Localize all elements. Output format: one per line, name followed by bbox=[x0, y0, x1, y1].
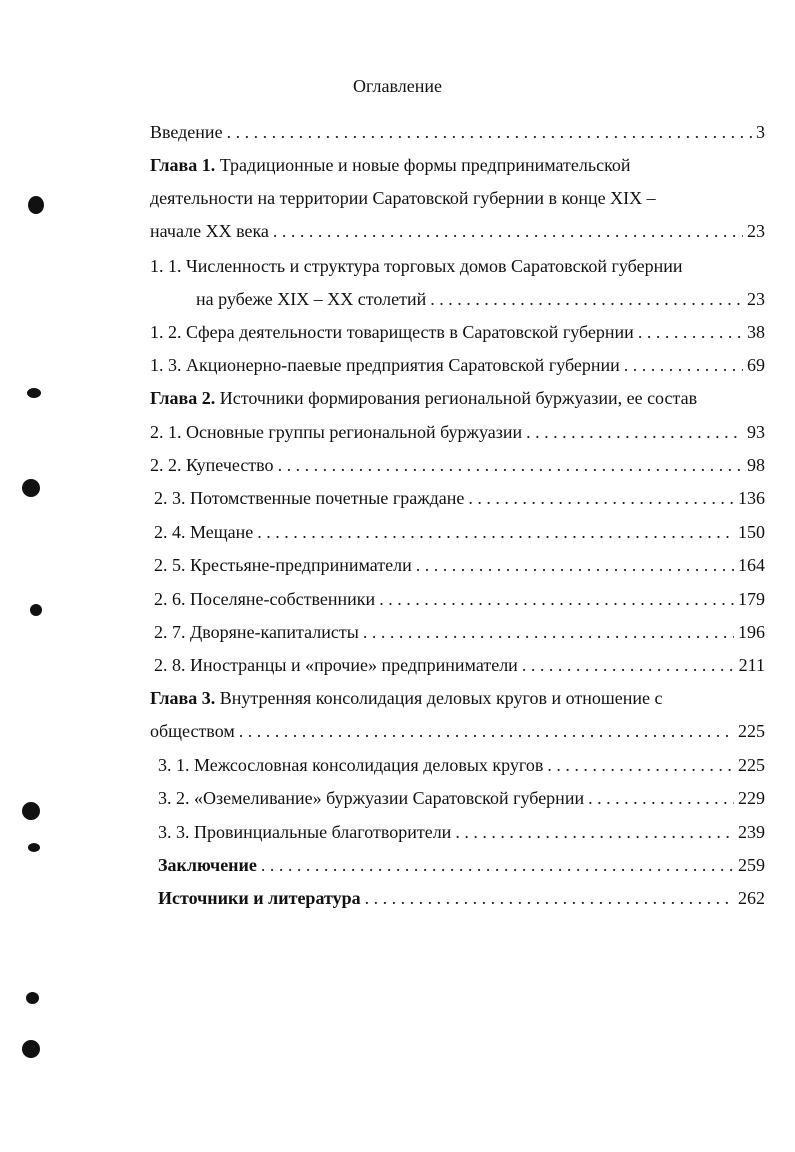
toc-leader-dots bbox=[526, 420, 743, 444]
toc-entry-title: 2. 3. Потомственные почетные граждане bbox=[154, 488, 465, 508]
toc-entry-text bbox=[150, 120, 223, 144]
toc-leader-dots bbox=[257, 520, 734, 544]
toc-leader-dots bbox=[522, 653, 735, 677]
toc-entry bbox=[150, 386, 765, 410]
page-title: Оглавление bbox=[353, 76, 442, 96]
toc-page-number: 69 bbox=[747, 355, 765, 375]
toc-page-number: 262 bbox=[738, 888, 765, 908]
toc-entry-title: 2. 6. Поселяне-собственники bbox=[154, 589, 376, 609]
toc-entry-title: 3. 1. Межсословная консолидация деловых кругов bbox=[158, 755, 544, 775]
toc-entry-text bbox=[150, 420, 522, 444]
toc-entry-text bbox=[154, 653, 518, 677]
toc-leader-dots bbox=[624, 353, 743, 377]
toc-entry-bold-label: Источники и литература bbox=[158, 888, 361, 908]
toc-entry-bold-label: Глава 3. bbox=[150, 688, 216, 708]
toc-entry-text bbox=[150, 153, 631, 177]
toc-entry bbox=[150, 719, 765, 743]
toc-entry-title: Введение bbox=[150, 122, 223, 142]
toc-entry bbox=[158, 853, 765, 877]
toc-entry bbox=[154, 520, 765, 544]
toc-page-number: 225 bbox=[738, 755, 765, 775]
punch-hole-mark bbox=[27, 388, 41, 398]
toc-page-number: 150 bbox=[738, 522, 765, 542]
toc-entry-title: 3. 2. «Оземеливание» буржуазии Саратовской губернии bbox=[158, 788, 585, 808]
toc-entry-text bbox=[150, 453, 274, 477]
toc-page-number: 164 bbox=[738, 555, 765, 575]
toc-entry bbox=[154, 486, 765, 510]
punch-hole-mark bbox=[30, 604, 42, 616]
toc-entry-bold-label: Глава 1. bbox=[150, 155, 216, 175]
toc-entry bbox=[150, 219, 765, 243]
toc-leader-dots bbox=[379, 587, 734, 611]
toc-entry bbox=[150, 686, 765, 710]
toc-entry bbox=[150, 186, 765, 210]
toc-entry bbox=[150, 453, 765, 477]
toc-entry-title: 2. 4. Мещане bbox=[154, 522, 254, 542]
toc-entry-title: Традиционные и новые формы предпринимательской bbox=[215, 155, 631, 175]
toc-leader-dots bbox=[588, 786, 734, 810]
toc-leader-dots bbox=[430, 287, 743, 311]
toc-entry-text bbox=[158, 786, 584, 810]
toc-leader-dots bbox=[278, 453, 743, 477]
toc-leader-dots bbox=[455, 820, 734, 844]
toc-entry-title: 1. 1. Численность и структура торговых домов Саратовской губернии bbox=[150, 256, 683, 276]
toc-entry-text bbox=[154, 486, 464, 510]
toc-entry-text bbox=[150, 254, 682, 278]
toc-leader-dots bbox=[363, 620, 734, 644]
toc-entry bbox=[158, 786, 765, 810]
toc-entry bbox=[150, 153, 765, 177]
toc-entry-text bbox=[158, 753, 543, 777]
toc-leader-dots bbox=[468, 486, 734, 510]
toc-entry-title: 2. 7. Дворяне-капиталисты bbox=[154, 622, 359, 642]
toc-entry-title: 2. 1. Основные группы региональной буржуазии bbox=[150, 422, 523, 442]
punch-hole-mark bbox=[28, 196, 44, 214]
toc-entry-title: Внутренняя консолидация деловых кругов и отношение с bbox=[215, 688, 663, 708]
toc-entry-title: 2. 5. Крестьяне-предприниматели bbox=[154, 555, 412, 575]
toc-entry bbox=[150, 353, 765, 377]
toc-page-number: 225 bbox=[738, 721, 765, 741]
toc-page-number: 211 bbox=[738, 655, 765, 675]
toc-page-number: 98 bbox=[747, 455, 765, 475]
toc-entry-text bbox=[158, 886, 361, 910]
toc-page-number: 136 bbox=[738, 488, 765, 508]
toc-entry-text bbox=[150, 186, 656, 210]
toc-leader-dots bbox=[416, 553, 734, 577]
toc-page-number: 196 bbox=[738, 622, 765, 642]
toc-entry-text bbox=[150, 386, 697, 410]
toc-entry-bold-label: Заключение bbox=[158, 855, 257, 875]
toc-entry-title: Источники формирования региональной буржуазии, ее состав bbox=[215, 388, 698, 408]
toc-page-number: 239 bbox=[738, 822, 765, 842]
punch-hole-mark bbox=[22, 479, 40, 497]
punch-hole-mark bbox=[26, 992, 39, 1004]
toc-entry-title: 1. 2. Сфера деятельности товариществ в Саратовской губернии bbox=[150, 322, 634, 342]
toc-entry bbox=[150, 420, 765, 444]
toc-page-number: 23 bbox=[747, 221, 765, 241]
toc-entry-text bbox=[154, 520, 253, 544]
toc-entry-text bbox=[150, 719, 235, 743]
toc-entry-text bbox=[154, 587, 375, 611]
toc-page-number: 229 bbox=[738, 788, 765, 808]
punch-hole-mark bbox=[28, 843, 40, 852]
toc-entry-text bbox=[158, 820, 451, 844]
toc-page-number: 38 bbox=[747, 322, 765, 342]
toc-entry-title: на рубеже XIX – XX столетий bbox=[196, 289, 427, 309]
toc-entry bbox=[150, 254, 765, 278]
toc-entry-text bbox=[154, 620, 359, 644]
toc-entry bbox=[158, 886, 765, 910]
punch-hole-mark bbox=[22, 802, 40, 820]
toc-leader-dots bbox=[273, 219, 743, 243]
toc-entry-text bbox=[150, 686, 662, 710]
toc-page-number: 179 bbox=[738, 589, 765, 609]
toc-entry bbox=[150, 320, 765, 344]
toc-leader-dots bbox=[547, 753, 734, 777]
toc-page-number: 93 bbox=[747, 422, 765, 442]
toc-entry-text bbox=[150, 219, 269, 243]
toc-entry bbox=[158, 820, 765, 844]
toc-entry-title: начале XX века bbox=[150, 221, 269, 241]
toc-leader-dots bbox=[365, 886, 734, 910]
toc-entry-text bbox=[196, 287, 426, 311]
toc-entry-text bbox=[154, 553, 412, 577]
toc-entry-text bbox=[150, 353, 620, 377]
punch-hole-mark bbox=[22, 1040, 40, 1058]
toc-entry bbox=[154, 553, 765, 577]
toc-entry bbox=[150, 120, 765, 144]
toc-entry bbox=[158, 753, 765, 777]
toc-entry bbox=[154, 587, 765, 611]
toc-leader-dots bbox=[239, 719, 734, 743]
toc-entry-bold-label: Глава 2. bbox=[150, 388, 216, 408]
toc-entry bbox=[154, 653, 765, 677]
toc-entry-title: 3. 3. Провинциальные благотворители bbox=[158, 822, 452, 842]
toc-page-number: 3 bbox=[756, 122, 765, 142]
toc-leader-dots bbox=[227, 120, 752, 144]
toc-entry bbox=[196, 287, 765, 311]
toc-leader-dots bbox=[261, 853, 734, 877]
toc-entry-title: обществом bbox=[150, 721, 235, 741]
toc-entry-text bbox=[150, 320, 634, 344]
toc-entry-title: 2. 2. Купечество bbox=[150, 455, 274, 475]
toc-entry-text bbox=[158, 853, 257, 877]
toc-leader-dots bbox=[638, 320, 743, 344]
toc-entry bbox=[154, 620, 765, 644]
toc-page-number: 259 bbox=[738, 855, 765, 875]
toc-page-number: 23 bbox=[747, 289, 765, 309]
toc-entry-title: 1. 3. Акционерно-паевые предприятия Саратовской губернии bbox=[150, 355, 620, 375]
toc-entry-title: 2. 8. Иностранцы и «прочие» предприниматели bbox=[154, 655, 518, 675]
toc-entry-title: деятельности на территории Саратовской губернии в конце XIX – bbox=[150, 188, 656, 208]
